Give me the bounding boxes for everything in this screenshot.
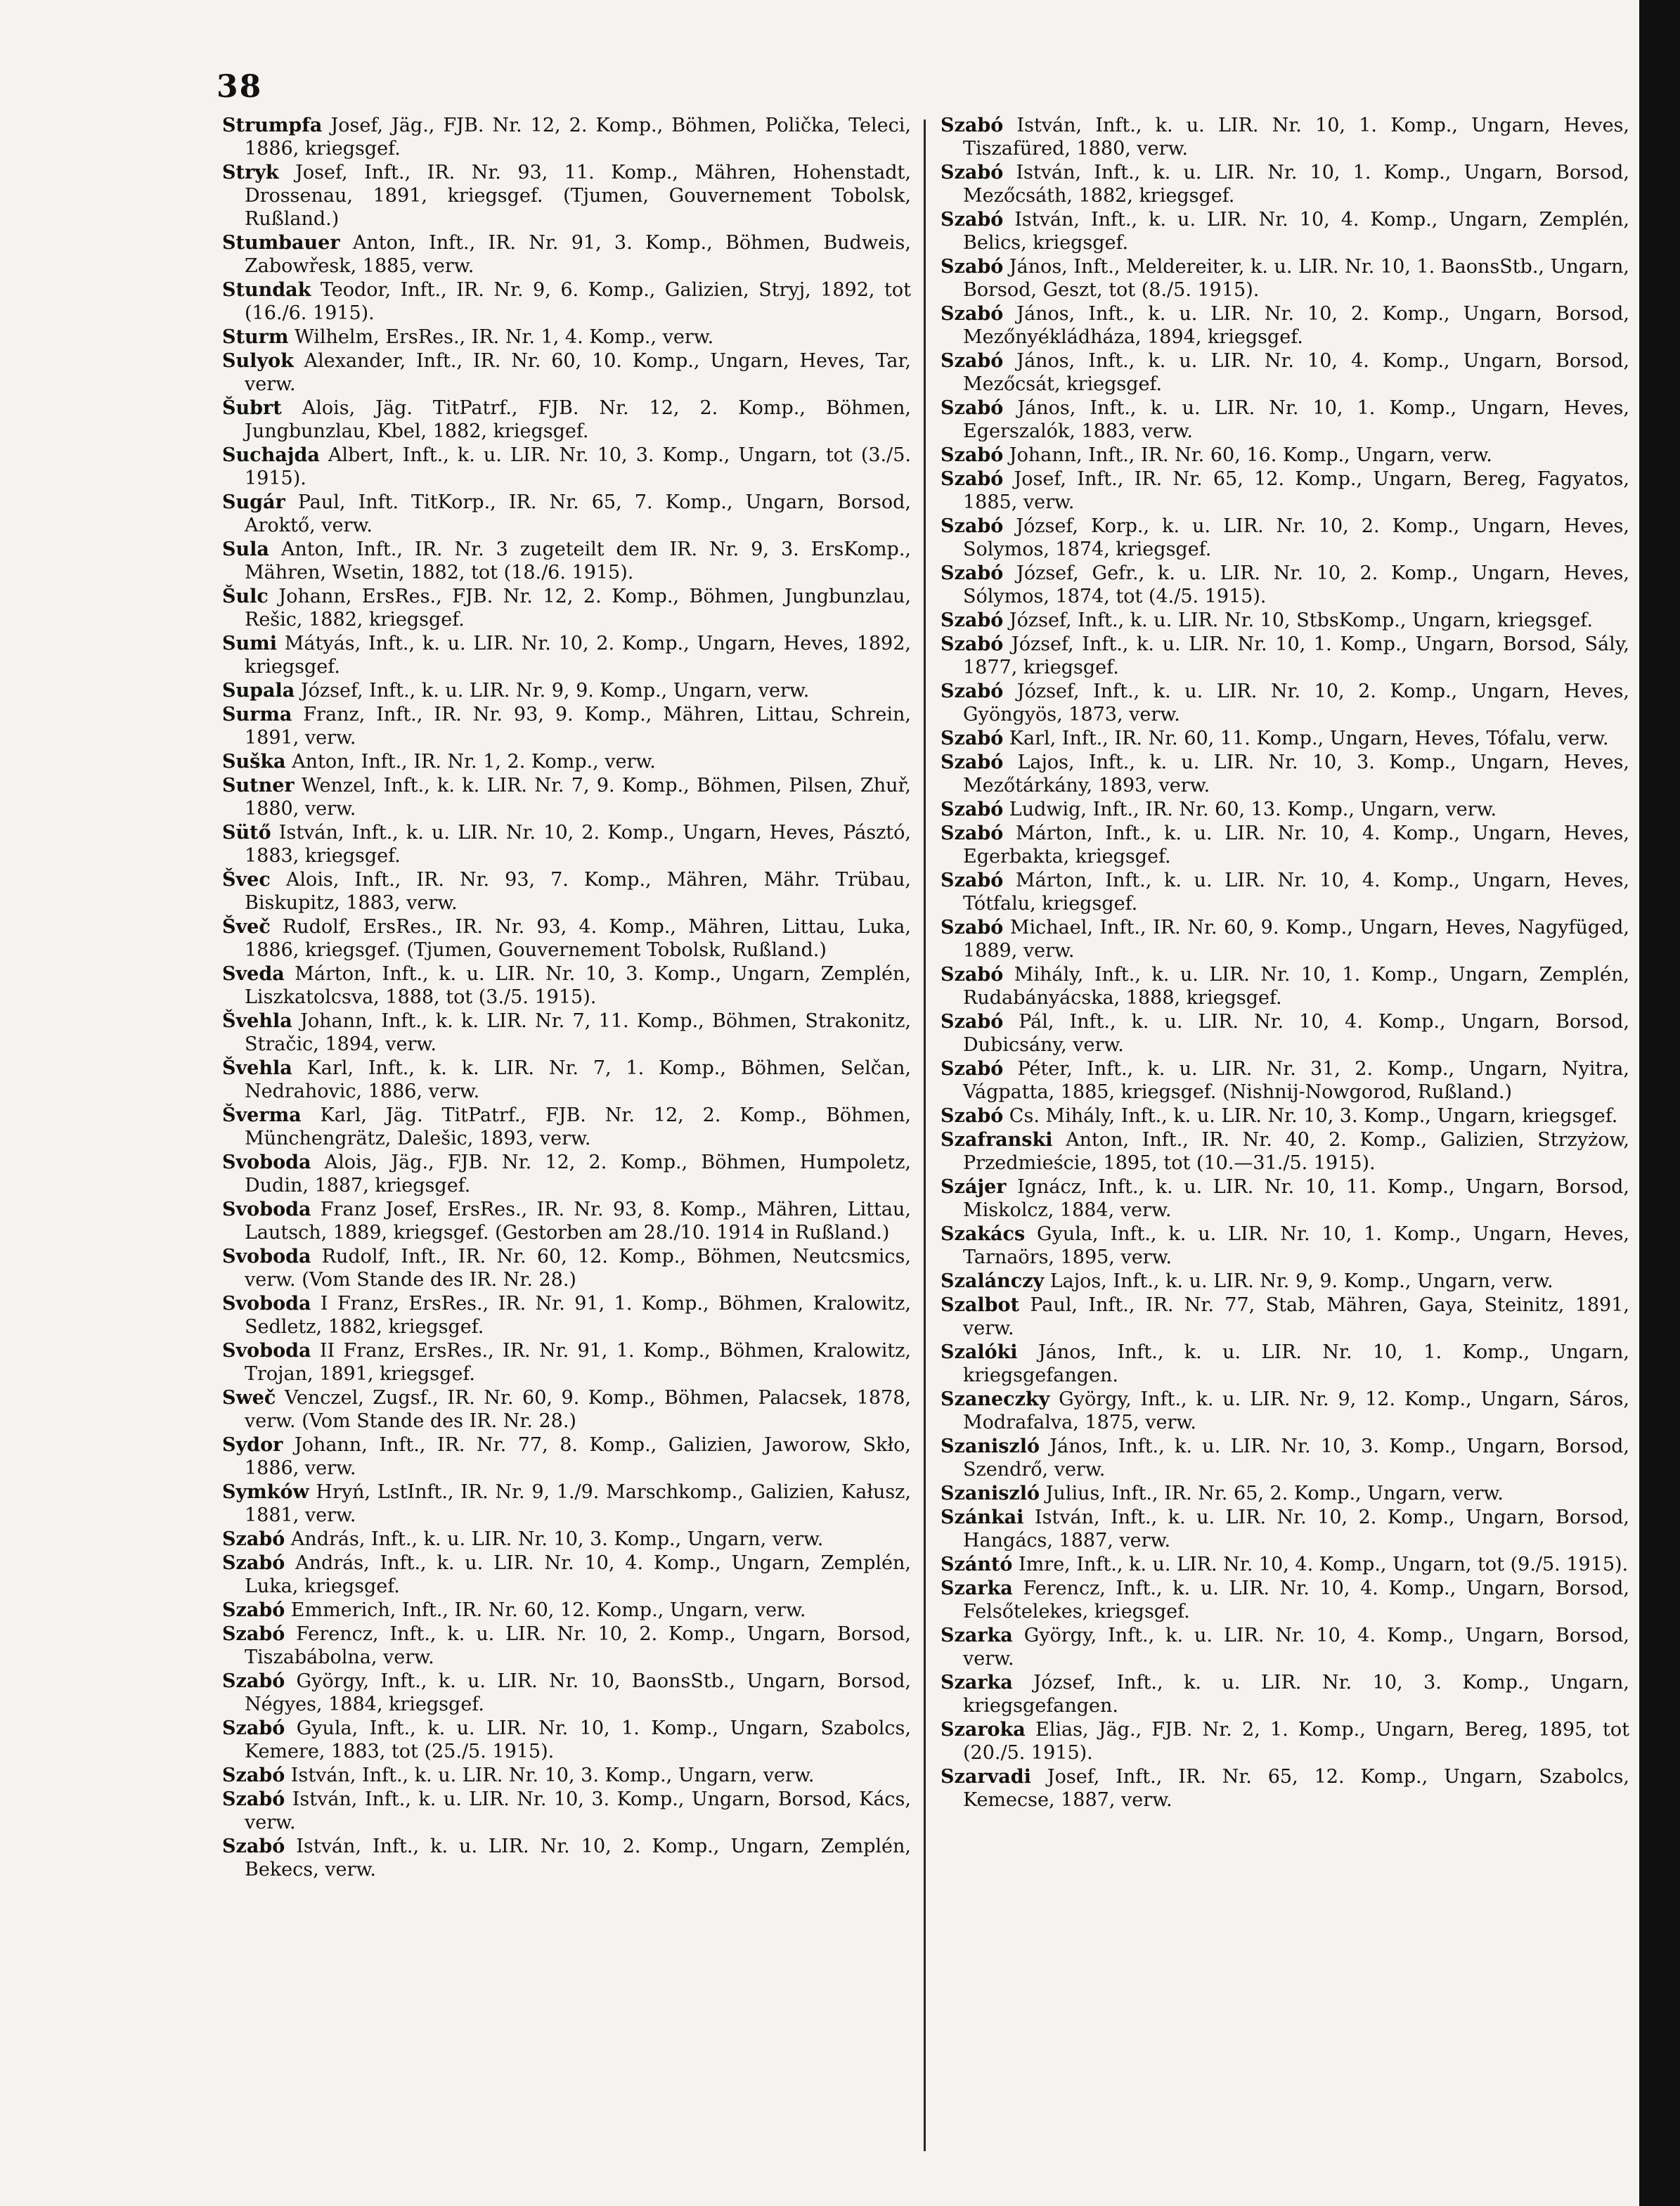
- list-entry: [941, 1765, 1629, 1812]
- entry-details: Lajos, Inft., k. u. LIR. Nr. 10, 3. Komp., Ungarn, Heves, Mezőtárkány, 1893, verw.: [963, 752, 1629, 796]
- entry-details: Johann, Inft., IR. Nr. 60, 16. Komp., Ungarn, verw.: [1003, 444, 1492, 466]
- entry-details: István, Inft., k. u. LIR. Nr. 10, 3. Komp., Ungarn, Borsod, Kács, verw.: [245, 1788, 911, 1833]
- entry-details: István, Inft., k. u. LIR. Nr. 10, 4. Komp., Ungarn, Zemplén, Belics, kriegsgef.: [963, 209, 1629, 254]
- entry-surname: Szabó: [222, 1836, 285, 1857]
- list-entry: [941, 963, 1629, 1010]
- entry-details: János, Inft., k. u. LIR. Nr. 10, 1. Komp., Ungarn, kriegsgefangen.: [963, 1341, 1629, 1386]
- entry-surname: Šubrt: [222, 397, 282, 419]
- entry-surname: Szabó: [941, 162, 1004, 183]
- list-entry: [222, 1433, 911, 1480]
- entry-surname: Svoboda: [222, 1293, 311, 1315]
- entry-surname: Szabó: [941, 444, 1004, 466]
- entry-details: János, Inft., k. u. LIR. Nr. 10, 1. Komp., Ungarn, Heves, Egerszalók, 1883, verw.: [963, 397, 1629, 442]
- entry-surname: Suchajda: [222, 444, 320, 466]
- list-entry: [941, 1057, 1629, 1104]
- list-entry: [222, 703, 911, 749]
- entry-surname: Szalbot: [941, 1294, 1019, 1316]
- entry-surname: Szaroka: [941, 1719, 1026, 1741]
- entry-details: János, Inft., Meldereiter, k. u. LIR. Nr. 10, 1. BaonsStb., Ungarn, Borsod, Geszt, tot (8./5. 1915).: [963, 256, 1629, 301]
- entry-details: Albert, Inft., k. u. LIR. Nr. 10, 3. Komp., Ungarn, tot (3./5. 1915).: [245, 444, 911, 489]
- entry-details: István, Inft., k. u. LIR. Nr. 10, 2. Komp., Ungarn, Zemplén, Bekecs, verw.: [245, 1836, 911, 1881]
- entry-details: Josef, Inft., IR. Nr. 65, 12. Komp., Ungarn, Szabolcs, Kemecse, 1887, verw.: [963, 1766, 1629, 1811]
- entry-details: Wilhelm, ErsRes., IR. Nr. 1, 4. Komp., verw.: [288, 326, 714, 348]
- entry-details: I Franz, ErsRes., IR. Nr. 91, 1. Komp., Böhmen, Kralowitz, Sedletz, 1882, kriegsgef.: [245, 1293, 911, 1338]
- entry-details: József, Inft., k. u. LIR. Nr. 10, 1. Komp., Ungarn, Borsod, Sály, 1877, kriegsgef.: [963, 633, 1629, 678]
- list-entry: [222, 1198, 911, 1244]
- entry-details: Lajos, Inft., k. u. LIR. Nr. 9, 9. Komp., Ungarn, verw.: [1044, 1270, 1553, 1292]
- list-entry: [941, 727, 1629, 750]
- entry-surname: Szabó: [941, 350, 1004, 372]
- entry-details: Hryń, LstInft., IR. Nr. 9, 1./9. Marschkomp., Galizien, Kałusz, 1881, verw.: [245, 1481, 911, 1526]
- list-entry: [222, 325, 911, 349]
- list-entry: [941, 1482, 1629, 1505]
- list-entry: [222, 1292, 911, 1339]
- entry-details: Mátyás, Inft., k. u. LIR. Nr. 10, 2. Komp., Ungarn, Heves, 1892, kriegsgef.: [245, 633, 911, 678]
- list-entry: [222, 396, 911, 443]
- entry-surname: Szabó: [222, 1528, 285, 1550]
- entry-surname: Strumpfa: [222, 115, 323, 136]
- list-entry: [941, 1388, 1629, 1434]
- list-entry: [222, 915, 911, 962]
- entry-surname: Szarka: [941, 1625, 1013, 1646]
- entry-details: József, Inft., k. u. LIR. Nr. 10, StbsKomp., Ungarn, kriegsgef.: [1003, 609, 1593, 631]
- list-entry: [222, 1481, 911, 1527]
- entry-details: Rudolf, Inft., IR. Nr. 60, 12. Komp., Böhmen, Neutcsmics, verw. (Vom Stande des IR. Nr. 28.): [245, 1246, 911, 1291]
- entry-surname: Sweč: [222, 1387, 276, 1409]
- entry-surname: Šulc: [222, 586, 269, 607]
- entry-surname: Szalóki: [941, 1341, 1018, 1363]
- page-edge-shadow: [1639, 0, 1680, 2206]
- entry-details: Péter, Inft., k. u. LIR. Nr. 31, 2. Komp., Ungarn, Nyitra, Vágpatta, 1885, kriegsgef. (Nishnij-Nowgorod, Rußland.): [963, 1058, 1629, 1103]
- column-divider: [924, 120, 926, 2151]
- entry-surname: Szabó: [222, 1599, 285, 1621]
- list-entry: [941, 467, 1629, 514]
- entry-details: Elias, Jäg., FJB. Nr. 2, 1. Komp., Ungarn, Bereg, 1895, tot (20./5. 1915).: [963, 1719, 1629, 1764]
- entry-surname: Sugár: [222, 491, 285, 513]
- list-entry: [222, 1386, 911, 1433]
- entry-details: Anton, Inft., IR. Nr. 3 zugeteilt dem IR. Nr. 9, 3. ErsKomp., Mähren, Wsetin, 1882, tot (18./6. 1915).: [245, 538, 911, 583]
- entry-details: Márton, Inft., k. u. LIR. Nr. 10, 4. Komp., Ungarn, Heves, Egerbakta, kriegsgef.: [963, 823, 1629, 867]
- entry-details: Ignácz, Inft., k. u. LIR. Nr. 10, 11. Komp., Ungarn, Borsod, Miskolcz, 1884, verw.: [963, 1176, 1629, 1221]
- entry-surname: Szabó: [941, 799, 1004, 820]
- entry-details: József, Gefr., k. u. LIR. Nr. 10, 2. Komp., Ungarn, Heves, Sólymos, 1874, tot (4./5. 1915).: [963, 562, 1629, 607]
- list-entry: [222, 632, 911, 678]
- list-entry: [222, 1717, 911, 1763]
- entry-details: Anton, Inft., IR. Nr. 1, 2. Komp., verw.: [285, 751, 656, 773]
- entry-details: Alois, Jäg., FJB. Nr. 12, 2. Komp., Böhmen, Humpoletz, Dudin, 1887, kriegsgef.: [245, 1152, 911, 1196]
- entry-details: György, Inft., k. u. LIR. Nr. 10, BaonsStb., Ungarn, Borsod, Négyes, 1884, kriegsgef.: [245, 1670, 911, 1715]
- entry-surname: Švehla: [222, 1010, 292, 1032]
- list-entry: [222, 538, 911, 584]
- list-entry: [222, 161, 911, 231]
- entry-surname: Sütő: [222, 822, 271, 844]
- entry-details: Cs. Mihály, Inft., k. u. LIR. Nr. 10, 3. Komp., Ungarn, kriegsgef.: [1003, 1105, 1618, 1127]
- entry-details: György, Inft., k. u. LIR. Nr. 9, 12. Komp., Ungarn, Sáros, Modrafalva, 1875, verw.: [963, 1388, 1629, 1433]
- list-entry: [941, 302, 1629, 349]
- entry-details: Ludwig, Inft., IR. Nr. 60, 13. Komp., Ungarn, verw.: [1003, 799, 1497, 820]
- entry-surname: Szabó: [941, 468, 1004, 490]
- entry-surname: Szabó: [222, 1623, 285, 1645]
- entry-surname: Szánkai: [941, 1507, 1024, 1528]
- entry-details: II Franz, ErsRes., IR. Nr. 91, 1. Komp., Böhmen, Kralowitz, Trojan, 1891, kriegsgef.: [245, 1340, 911, 1385]
- entry-surname: Szabó: [941, 1011, 1004, 1033]
- entry-surname: Švehla: [222, 1057, 292, 1079]
- entry-surname: Szabó: [941, 609, 1004, 631]
- list-entry: [941, 1175, 1629, 1222]
- entry-surname: Svoboda: [222, 1246, 311, 1268]
- list-entry: [222, 1623, 911, 1669]
- list-entry: [222, 679, 911, 702]
- list-entry: [222, 1151, 911, 1197]
- entry-details: Imre, Inft., k. u. LIR. Nr. 10, 4. Komp., Ungarn, tot (9./5. 1915).: [1012, 1554, 1629, 1575]
- list-entry: [222, 491, 911, 537]
- entry-surname: Szabó: [941, 752, 1004, 773]
- entry-surname: Symków: [222, 1481, 309, 1503]
- entry-surname: Szabó: [222, 1670, 285, 1692]
- entry-details: Alexander, Inft., IR. Nr. 60, 10. Komp., Ungarn, Heves, Tar, verw.: [245, 350, 911, 395]
- entry-surname: Szabó: [222, 1552, 285, 1574]
- entry-surname: Szabó: [222, 1765, 285, 1786]
- entry-surname: Stryk: [222, 162, 279, 183]
- list-entry: [941, 916, 1629, 962]
- entry-surname: Szarka: [941, 1672, 1013, 1694]
- entry-surname: Sulyok: [222, 350, 294, 372]
- right-column: [941, 114, 1629, 1812]
- entry-details: Johann, ErsRes., FJB. Nr. 12, 2. Komp., Böhmen, Jungbunzlau, Rešic, 1882, kriegsgef.: [245, 586, 911, 631]
- entry-surname: Sveda: [222, 963, 285, 985]
- list-entry: [222, 1552, 911, 1598]
- entry-surname: Svoboda: [222, 1152, 311, 1173]
- list-entry: [941, 1128, 1629, 1175]
- entry-surname: Sydor: [222, 1434, 283, 1456]
- list-entry: [941, 1671, 1629, 1717]
- list-entry: [222, 1057, 911, 1103]
- entry-details: András, Inft., k. u. LIR. Nr. 10, 3. Komp., Ungarn, verw.: [285, 1528, 824, 1550]
- entry-details: Márton, Inft., k. u. LIR. Nr. 10, 4. Komp., Ungarn, Heves, Tótfalu, kriegsgef.: [963, 870, 1629, 915]
- entry-details: Teodor, Inft., IR. Nr. 9, 6. Komp., Galizien, Stryj, 1892, tot (16./6. 1915).: [245, 279, 911, 324]
- entry-surname: Szántó: [941, 1554, 1013, 1575]
- left-column: [222, 114, 911, 1882]
- entry-surname: Stundak: [222, 279, 311, 301]
- entry-surname: Szabó: [222, 1788, 285, 1810]
- list-entry: [222, 278, 911, 325]
- entry-details: Rudolf, ErsRes., IR. Nr. 93, 4. Komp., Mähren, Littau, Luka, 1886, kriegsgef. (Tjumen, Gouvernement Tobolsk, Rußland.): [245, 916, 911, 961]
- entry-surname: Suška: [222, 751, 286, 773]
- list-entry: [941, 1577, 1629, 1623]
- entry-surname: Svoboda: [222, 1199, 311, 1220]
- entry-details: József, Korp., k. u. LIR. Nr. 10, 2. Komp., Ungarn, Heves, Solymos, 1874, kriegsgef.: [963, 515, 1629, 560]
- entry-details: József, Inft., k. u. LIR. Nr. 9, 9. Komp., Ungarn, verw.: [295, 680, 810, 702]
- entry-details: Gyula, Inft., k. u. LIR. Nr. 10, 1. Komp., Ungarn, Heves, Tarnaörs, 1895, verw.: [963, 1223, 1629, 1268]
- list-entry: [222, 1599, 911, 1622]
- entry-surname: Supala: [222, 680, 295, 702]
- list-entry: [941, 822, 1629, 868]
- entry-details: István, Inft., k. u. LIR. Nr. 10, 1. Komp., Ungarn, Heves, Tiszafüred, 1880, verw.: [963, 115, 1629, 160]
- list-entry: [222, 1528, 911, 1551]
- entry-surname: Szabó: [941, 870, 1004, 891]
- entry-surname: Szabó: [941, 256, 1004, 278]
- entry-details: Mihály, Inft., k. u. LIR. Nr. 10, 1. Komp., Ungarn, Zemplén, Rudabányácska, 1888, kriegsgef.: [963, 964, 1629, 1009]
- list-entry: [941, 633, 1629, 679]
- entry-surname: Szájer: [941, 1176, 1007, 1198]
- list-entry: [941, 1341, 1629, 1387]
- entry-details: Wenzel, Inft., k. k. LIR. Nr. 7, 9. Komp., Böhmen, Pilsen, Zhuř, 1880, verw.: [245, 775, 911, 820]
- list-entry: [941, 751, 1629, 797]
- entry-details: Paul, Inft. TitKorp., IR. Nr. 65, 7. Komp., Ungarn, Borsod, Aroktő, verw.: [245, 491, 911, 536]
- entry-surname: Szaniszló: [941, 1436, 1040, 1457]
- list-entry: [222, 821, 911, 867]
- entry-surname: Szabó: [941, 633, 1004, 655]
- entry-details: Josef, Jäg., FJB. Nr. 12, 2. Komp., Böhmen, Polička, Teleci, 1886, kriegsgef.: [245, 115, 911, 160]
- entry-details: József, Inft., k. u. LIR. Nr. 10, 3. Komp., Ungarn, kriegsgefangen.: [963, 1672, 1629, 1717]
- entry-details: János, Inft., k. u. LIR. Nr. 10, 4. Komp., Ungarn, Borsod, Mezőcsát, kriegsgef.: [963, 350, 1629, 395]
- list-entry: [222, 585, 911, 631]
- list-entry: [222, 349, 911, 396]
- entry-details: Julius, Inft., IR. Nr. 65, 2. Komp., Ungarn, verw.: [1040, 1483, 1504, 1504]
- entry-details: Anton, Inft., IR. Nr. 40, 2. Komp., Galizien, Strzyżow, Przedmieście, 1895, tot (10.—31./5. 1915).: [963, 1129, 1629, 1174]
- entry-surname: Szalánczy: [941, 1270, 1045, 1292]
- entry-details: Josef, Inft., IR. Nr. 65, 12. Komp., Ungarn, Bereg, Fagyatos, 1885, verw.: [963, 468, 1629, 513]
- entry-details: Ferencz, Inft., k. u. LIR. Nr. 10, 2. Komp., Ungarn, Borsod, Tiszabábolna, verw.: [245, 1623, 911, 1668]
- entry-surname: Szabó: [941, 115, 1004, 136]
- list-entry: [222, 750, 911, 773]
- page-number: 38: [217, 69, 263, 105]
- list-entry: [941, 609, 1629, 632]
- entry-details: György, Inft., k. u. LIR. Nr. 10, 4. Komp., Ungarn, Borsod, verw.: [963, 1625, 1629, 1670]
- list-entry: [941, 1718, 1629, 1765]
- entry-details: Paul, Inft., IR. Nr. 77, Stab, Mähren, Gaya, Steinitz, 1891, verw.: [963, 1294, 1629, 1339]
- entry-details: Franz, Inft., IR. Nr. 93, 9. Komp., Mähren, Littau, Schrein, 1891, verw.: [245, 704, 911, 749]
- entry-surname: Stumbauer: [222, 232, 340, 254]
- entry-details: Emmerich, Inft., IR. Nr. 60, 12. Komp., Ungarn, verw.: [285, 1599, 806, 1621]
- list-entry: [222, 114, 911, 160]
- entry-details: János, Inft., k. u. LIR. Nr. 10, 3. Komp., Ungarn, Borsod, Szendrő, verw.: [963, 1436, 1629, 1481]
- entry-surname: Szabó: [941, 1105, 1004, 1127]
- entry-surname: Szabó: [941, 917, 1004, 938]
- list-entry: [222, 868, 911, 915]
- entry-surname: Šveč: [222, 916, 271, 938]
- entry-details: István, Inft., k. u. LIR. Nr. 10, 2. Komp., Ungarn, Heves, Pásztó, 1883, kriegsgef.: [245, 822, 911, 867]
- entry-details: Johann, Inft., IR. Nr. 77, 8. Komp., Galizien, Jaworow, Skło, 1886, verw.: [245, 1434, 911, 1479]
- entry-details: Alois, Inft., IR. Nr. 93, 7. Komp., Mähren, Mähr. Trübau, Biskupitz, 1883, verw.: [245, 869, 911, 914]
- entry-surname: Szabó: [941, 1058, 1004, 1080]
- list-entry: [941, 396, 1629, 443]
- entry-surname: Szarvadi: [941, 1766, 1031, 1788]
- entry-surname: Szabó: [941, 823, 1004, 844]
- list-entry: [941, 515, 1629, 561]
- entry-details: Josef, Inft., IR. Nr. 93, 11. Komp., Mähren, Hohenstadt, Drossenau, 1891, kriegsgef. (Tjumen, Gouvernement Tobolsk, Rußland.): [245, 162, 911, 230]
- entry-details: Karl, Jäg. TitPatrf., FJB. Nr. 12, 2. Komp., Böhmen, Münchengrätz, Dalešic, 1893, verw.: [245, 1104, 911, 1149]
- entry-surname: Szabó: [941, 562, 1004, 584]
- entry-details: András, Inft., k. u. LIR. Nr. 10, 4. Komp., Ungarn, Zemplén, Luka, kriegsgef.: [245, 1552, 911, 1597]
- entry-surname: Švec: [222, 869, 271, 891]
- list-entry: [941, 444, 1629, 467]
- list-entry: [222, 1104, 911, 1150]
- entry-details: István, Inft., k. u. LIR. Nr. 10, 3. Komp., Ungarn, verw.: [285, 1765, 815, 1786]
- entry-surname: Szakács: [941, 1223, 1026, 1245]
- list-entry: [222, 962, 911, 1009]
- list-entry: [222, 1764, 911, 1787]
- list-entry: [222, 1835, 911, 1881]
- list-entry: [941, 1624, 1629, 1670]
- list-entry: [941, 1553, 1629, 1576]
- entry-surname: Szabó: [941, 728, 1004, 749]
- entry-details: István, Inft., k. u. LIR. Nr. 10, 1. Komp., Ungarn, Borsod, Mezőcsáth, 1882, kriegsgef.: [963, 162, 1629, 207]
- list-entry: [941, 1270, 1629, 1293]
- entry-surname: Sula: [222, 538, 269, 560]
- entry-details: Karl, Inft., IR. Nr. 60, 11. Komp., Ungarn, Heves, Tófalu, verw.: [1003, 728, 1609, 749]
- list-entry: [941, 1010, 1629, 1057]
- list-entry: [941, 1223, 1629, 1269]
- entry-details: Johann, Inft., k. k. LIR. Nr. 7, 11. Komp., Böhmen, Strakonitz, Stračic, 1894, verw.: [245, 1010, 911, 1055]
- entry-surname: Szabó: [941, 964, 1004, 986]
- list-entry: [222, 1788, 911, 1834]
- entry-surname: Sturm: [222, 326, 289, 348]
- entry-surname: Szaneczky: [941, 1388, 1050, 1410]
- entry-details: Karl, Inft., k. k. LIR. Nr. 7, 1. Komp., Böhmen, Selčan, Nedrahovic, 1886, verw.: [245, 1057, 911, 1102]
- list-entry: [941, 562, 1629, 608]
- entry-surname: Szabó: [941, 209, 1004, 231]
- entry-details: Venczel, Zugsf., IR. Nr. 60, 9. Komp., Böhmen, Palacsek, 1878, verw. (Vom Stande des IR. Nr. 28.): [245, 1387, 911, 1432]
- list-entry: [222, 1670, 911, 1716]
- list-entry: [941, 161, 1629, 207]
- list-entry: [941, 1294, 1629, 1340]
- entry-surname: Szabó: [941, 515, 1004, 537]
- list-entry: [941, 114, 1629, 160]
- list-entry: [222, 1010, 911, 1056]
- entry-details: Franz Josef, ErsRes., IR. Nr. 93, 8. Komp., Mähren, Littau, Lautsch, 1889, kriegsgef. (Gestorben am 28./10. 1914 in Rußland.): [245, 1199, 911, 1244]
- list-entry: [941, 1506, 1629, 1552]
- entry-details: Anton, Inft., IR. Nr. 91, 3. Komp., Böhmen, Budweis, Zabowřesk, 1885, verw.: [245, 232, 911, 277]
- entry-surname: Surma: [222, 704, 292, 725]
- list-entry: [941, 1104, 1629, 1128]
- entry-surname: Szabó: [222, 1717, 285, 1739]
- list-entry: [222, 1245, 911, 1291]
- entry-surname: Szabó: [941, 680, 1004, 702]
- entry-surname: Szabó: [941, 303, 1004, 325]
- entry-surname: Szarka: [941, 1578, 1013, 1599]
- entry-surname: Szabó: [941, 397, 1004, 419]
- entry-details: József, Inft., k. u. LIR. Nr. 10, 2. Komp., Ungarn, Heves, Gyöngyös, 1873, verw.: [963, 680, 1629, 725]
- entry-details: Michael, Inft., IR. Nr. 60, 9. Komp., Ungarn, Heves, Nagyfüged, 1889, verw.: [963, 917, 1629, 962]
- list-entry: [941, 1435, 1629, 1481]
- entry-details: Márton, Inft., k. u. LIR. Nr. 10, 3. Komp., Ungarn, Zemplén, Liszkatolcsva, 1888, tot (3./5. 1915).: [245, 963, 911, 1008]
- list-entry: [941, 680, 1629, 726]
- entry-surname: Šverma: [222, 1104, 302, 1126]
- entry-details: Ferencz, Inft., k. u. LIR. Nr. 10, 4. Komp., Ungarn, Borsod, Felsőtelekes, kriegsgef.: [963, 1578, 1629, 1623]
- entry-surname: Szafranski: [941, 1129, 1053, 1151]
- entry-details: Pál, Inft., k. u. LIR. Nr. 10, 4. Komp., Ungarn, Borsod, Dubicsány, verw.: [963, 1011, 1629, 1056]
- list-entry: [941, 255, 1629, 302]
- list-entry: [222, 1339, 911, 1386]
- list-entry: [941, 208, 1629, 254]
- entry-surname: Svoboda: [222, 1340, 311, 1362]
- entry-surname: Sumi: [222, 633, 277, 654]
- entry-surname: Szaniszló: [941, 1483, 1040, 1504]
- list-entry: [222, 444, 911, 490]
- list-entry: [941, 798, 1629, 821]
- list-entry: [222, 231, 911, 278]
- entry-details: Alois, Jäg. TitPatrf., FJB. Nr. 12, 2. Komp., Böhmen, Jungbunzlau, Kbel, 1882, kriegsgef.: [245, 397, 911, 442]
- list-entry: [222, 774, 911, 820]
- entry-details: István, Inft., k. u. LIR. Nr. 10, 2. Komp., Ungarn, Borsod, Hangács, 1887, verw.: [963, 1507, 1629, 1552]
- entry-surname: Sutner: [222, 775, 295, 796]
- list-entry: [941, 869, 1629, 915]
- entry-details: Gyula, Inft., k. u. LIR. Nr. 10, 1. Komp., Ungarn, Szabolcs, Kemere, 1883, tot (25./5. 1915).: [245, 1717, 911, 1762]
- list-entry: [941, 349, 1629, 396]
- entry-details: János, Inft., k. u. LIR. Nr. 10, 2. Komp., Ungarn, Borsod, Mezőnyékládháza, 1894, kriegsgef.: [963, 303, 1629, 348]
